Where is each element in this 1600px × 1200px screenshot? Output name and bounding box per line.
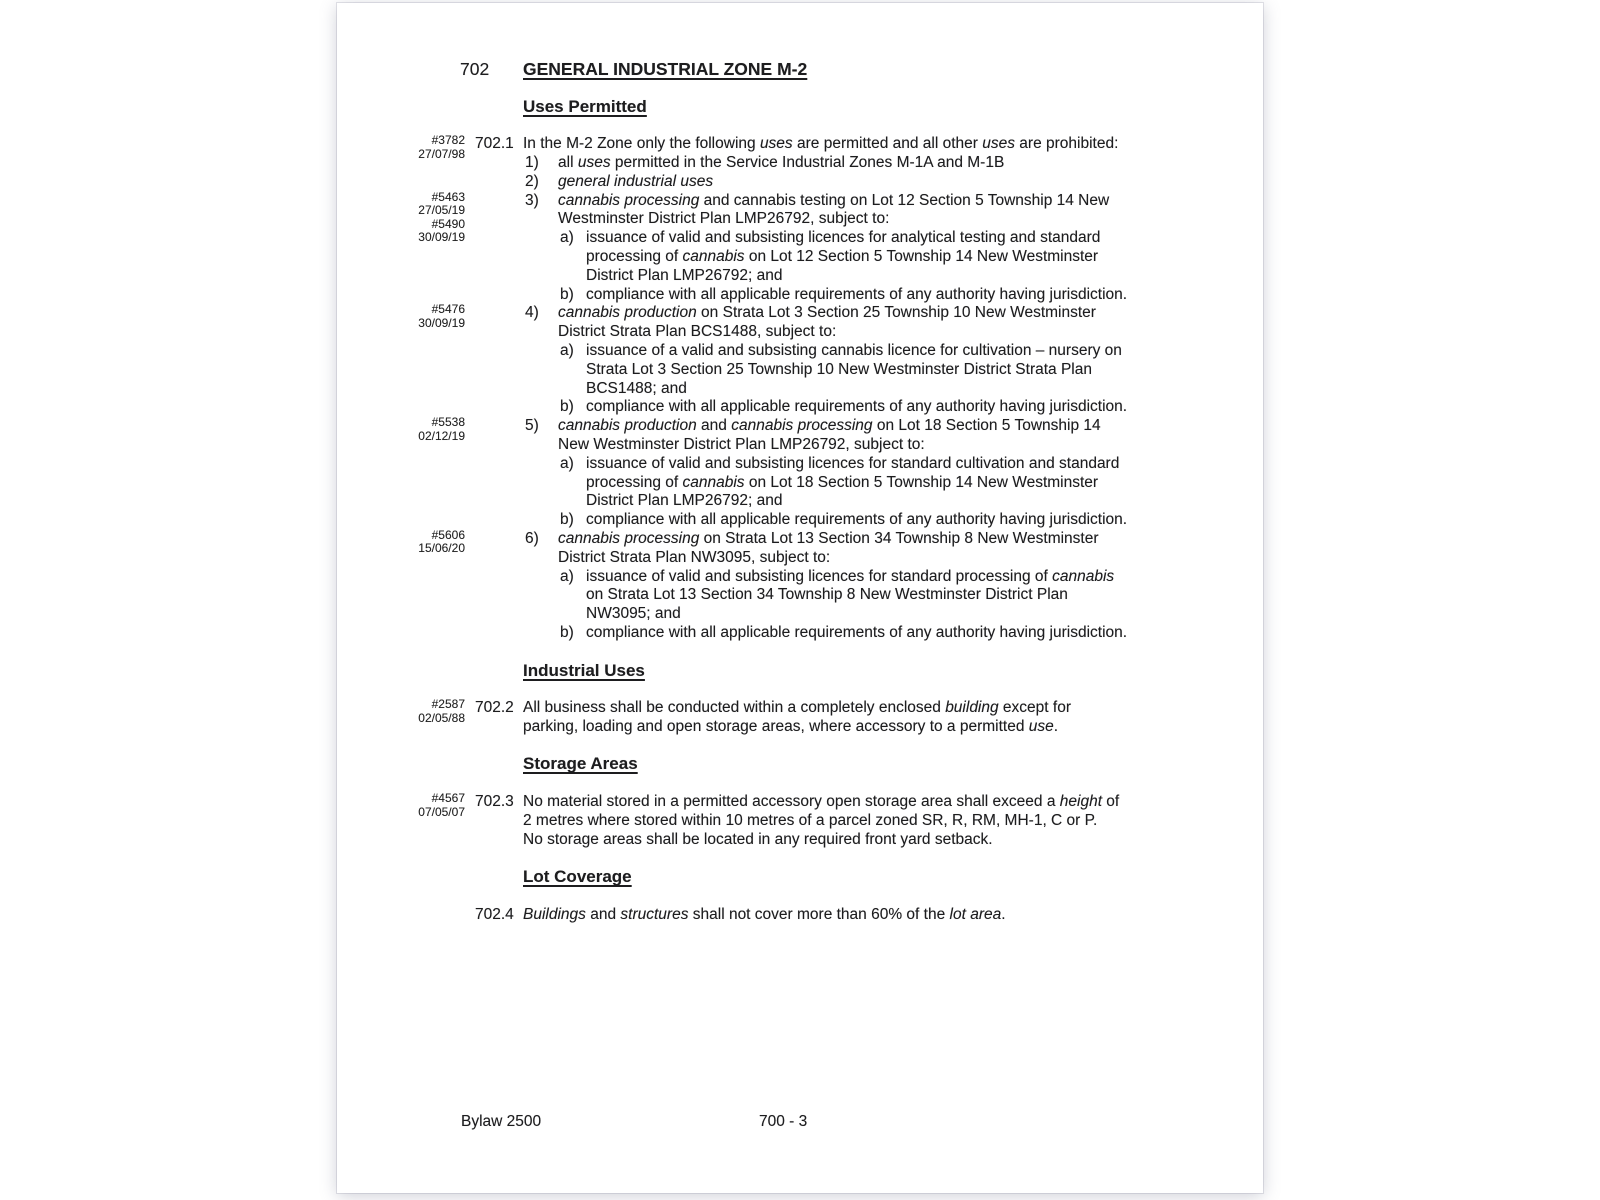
text-line xyxy=(337,511,1263,530)
section-number: 702.3 xyxy=(475,793,514,811)
text-segment: District Plan LMP26792; and xyxy=(586,266,783,284)
amendment-note-line: 07/05/07 xyxy=(418,804,465,819)
text-segment: processing of xyxy=(586,473,683,491)
list-marker: 6) xyxy=(525,529,539,547)
list-marker: b) xyxy=(560,623,574,641)
text-segment: compliance with all applicable requirements of any authority having jurisdiction. xyxy=(586,285,1128,303)
text-line xyxy=(337,267,1263,286)
italic-term: height xyxy=(1059,793,1102,811)
list-item xyxy=(337,304,1263,342)
text-line xyxy=(337,248,1263,267)
zone-number: 702 xyxy=(460,59,490,79)
text-line xyxy=(337,323,1263,342)
amendment-note-line: #3782 xyxy=(431,133,465,148)
italic-term: Buildings xyxy=(523,905,586,923)
text-line xyxy=(337,173,1263,192)
section-heading xyxy=(337,868,1263,887)
list-marker: 3) xyxy=(525,191,539,209)
text-segment: all xyxy=(558,153,578,171)
text-segment: Strata Lot 3 Section 25 Township 10 New Westminster District Strata Plan xyxy=(586,360,1092,378)
amendment-note-line: 02/12/19 xyxy=(418,428,465,443)
list-marker: b) xyxy=(560,398,574,416)
amendment-note-line: #5476 xyxy=(431,302,465,317)
italic-term: structures xyxy=(620,905,689,923)
text-line xyxy=(337,229,1263,248)
text-segment: compliance with all applicable requirements of any authority having jurisdiction. xyxy=(586,511,1128,529)
text-segment: except for xyxy=(998,699,1071,717)
italic-term: use xyxy=(1028,717,1054,735)
amendment-note-line: #5490 xyxy=(431,216,465,231)
section-number: 702.2 xyxy=(475,699,514,717)
italic-term: cannabis xyxy=(1052,567,1115,585)
list-marker: 4) xyxy=(525,304,539,322)
text-segment: parking, loading and open storage areas, where accessory to a permitted xyxy=(523,717,1029,735)
sub-item xyxy=(337,455,1263,511)
heading-line xyxy=(337,98,1263,117)
section-number: 702.1 xyxy=(475,135,514,153)
text-line xyxy=(337,831,1263,850)
text-segment: permitted in the Service Industrial Zones M-1A and M-1B xyxy=(610,153,1005,171)
list-item xyxy=(337,527,1263,568)
amendment-note-line: 02/05/88 xyxy=(418,710,465,725)
italic-term: building xyxy=(945,699,999,717)
list-marker: b) xyxy=(560,511,574,529)
amendment-note-line: #5463 xyxy=(431,189,465,204)
text-segment: processing of xyxy=(586,247,683,265)
clause xyxy=(337,133,1263,161)
text-line xyxy=(337,189,1263,211)
heading-line xyxy=(337,755,1263,774)
sub-item xyxy=(337,229,1263,285)
list-marker: 5) xyxy=(525,417,539,435)
list-marker: b) xyxy=(560,285,574,303)
text-segment: on Lot 18 Section 5 Township 14 New Westminster xyxy=(744,473,1099,491)
text-line xyxy=(337,436,1263,455)
italic-term: uses xyxy=(982,135,1015,153)
text-segment: on Lot 18 Section 5 Township 14 xyxy=(872,417,1101,435)
text-segment: issuance of valid and subsisting licences for standard cultivation and standard xyxy=(586,454,1120,472)
italic-term: cannabis production xyxy=(558,304,697,322)
text-segment: are prohibited: xyxy=(1015,135,1119,153)
sub-item xyxy=(337,568,1263,624)
clause xyxy=(337,793,1263,849)
list-marker: a) xyxy=(560,341,574,359)
text-segment: NW3095; and xyxy=(586,605,681,623)
list-marker: 2) xyxy=(525,172,539,190)
sub-item xyxy=(337,398,1263,417)
text-segment: . xyxy=(1001,905,1006,923)
text-segment: No material stored in a permitted accessory open storage area shall exceed a xyxy=(523,793,1060,811)
text-line xyxy=(337,417,1263,436)
text-line xyxy=(337,474,1263,493)
text-segment: issuance of valid and subsisting licences for analytical testing and standard xyxy=(586,229,1101,247)
text-line xyxy=(337,718,1263,737)
text-segment: of xyxy=(1102,793,1120,811)
text-line xyxy=(337,527,1263,549)
amendment-note-line: #5538 xyxy=(431,415,465,430)
italic-term: lot area xyxy=(949,905,1002,923)
text-segment: and xyxy=(696,417,732,435)
section-heading xyxy=(337,98,1263,117)
text-segment: In the M-2 Zone only the following xyxy=(523,135,760,153)
sub-item xyxy=(337,624,1263,643)
italic-term: cannabis processing xyxy=(731,417,873,435)
amendment-note-line: 27/05/19 xyxy=(418,203,465,218)
text-segment: are permitted and all other xyxy=(792,135,983,153)
sub-item xyxy=(337,342,1263,398)
amendment-note-line: 15/06/20 xyxy=(418,541,465,556)
text-segment: 2 metres where stored within 10 metres of a parcel zoned SR, R, RM, MH-1, C or P. xyxy=(523,811,1098,829)
list-marker: a) xyxy=(560,454,574,472)
italic-term: cannabis production xyxy=(558,417,697,435)
amendment-note-line: 27/07/98 xyxy=(418,146,465,161)
clause xyxy=(337,906,1263,925)
text-segment: compliance with all applicable requirements of any authority having jurisdiction. xyxy=(586,623,1128,641)
italic-term: cannabis processing xyxy=(558,191,700,209)
heading-text: Uses Permitted xyxy=(523,96,647,116)
text-segment: BCS1488; and xyxy=(586,379,687,397)
text-line xyxy=(337,342,1263,361)
heading-line xyxy=(337,868,1263,887)
italic-term: cannabis xyxy=(682,247,745,265)
italic-term: cannabis processing xyxy=(558,529,700,547)
text-line xyxy=(337,286,1263,305)
heading-text: Storage Areas xyxy=(523,754,638,774)
text-segment: shall not cover more than 60% of the xyxy=(688,905,950,923)
heading-text: Industrial Uses xyxy=(523,660,645,680)
list-marker: a) xyxy=(560,229,574,247)
text-segment: and xyxy=(585,905,621,923)
text-segment: New Westminster District Plan LMP26792, subject to: xyxy=(558,435,925,453)
text-segment: on Lot 12 Section 5 Township 14 New Westminster xyxy=(744,247,1099,265)
amendment-note xyxy=(337,792,465,819)
heading-text: GENERAL INDUSTRIAL ZONE M-2 xyxy=(523,59,808,79)
amendment-note xyxy=(337,303,465,330)
clause xyxy=(337,699,1263,737)
text-segment: on Strata Lot 13 Section 34 Township 8 New Westminster xyxy=(699,529,1099,547)
text-segment: compliance with all applicable requirements of any authority having jurisdiction. xyxy=(586,398,1128,416)
amendment-note xyxy=(337,416,465,443)
text-segment: and cannabis testing on Lot 12 Section 5 Township 14 New xyxy=(699,191,1110,209)
amendment-note-line: #2587 xyxy=(431,697,465,712)
italic-term: uses xyxy=(759,135,793,153)
text-line xyxy=(337,380,1263,399)
list-item xyxy=(337,417,1263,455)
footer-page-number: 700 - 3 xyxy=(759,1113,808,1130)
text-segment: issuance of valid and subsisting licences for standard processing of xyxy=(586,567,1053,585)
text-segment: No storage areas shall be located in any required front yard setback. xyxy=(523,830,993,848)
sub-item xyxy=(337,286,1263,305)
italic-term: uses xyxy=(577,153,611,171)
text-line xyxy=(337,210,1263,229)
amendment-note xyxy=(337,698,465,725)
text-segment: District Strata Plan BCS1488, subject to: xyxy=(558,323,837,341)
list-item xyxy=(337,154,1263,173)
list-item xyxy=(337,173,1263,192)
italic-term: cannabis xyxy=(682,473,745,491)
text-line xyxy=(337,812,1263,831)
text-line xyxy=(337,624,1263,643)
amendment-note-line: 30/09/19 xyxy=(418,315,465,330)
footer-bylaw-label: Bylaw 2500 xyxy=(461,1113,542,1130)
text-segment: All business shall be conducted within a completely enclosed xyxy=(523,699,946,717)
text-segment: on Strata Lot 3 Section 25 Township 10 New Westminster xyxy=(696,304,1096,322)
list-marker: a) xyxy=(560,567,574,585)
amendment-note-line: 30/09/19 xyxy=(418,230,465,245)
section-number: 702.4 xyxy=(475,905,514,923)
text-line xyxy=(337,304,1263,323)
heading-text: Lot Coverage xyxy=(523,867,632,887)
text-line xyxy=(337,586,1263,605)
text-segment: District Plan LMP26792; and xyxy=(586,492,783,510)
document-page xyxy=(337,3,1263,1193)
italic-term: general industrial uses xyxy=(558,172,714,190)
text-line xyxy=(337,361,1263,380)
amendment-note-line: #5606 xyxy=(431,527,465,542)
text-line xyxy=(337,568,1263,587)
text-line xyxy=(337,492,1263,511)
text-segment: on Strata Lot 13 Section 34 Township 8 New Westminster District Plan xyxy=(586,586,1068,604)
amendment-note-line: #4567 xyxy=(431,791,465,806)
section-heading xyxy=(337,662,1263,681)
section-heading xyxy=(337,755,1263,774)
list-marker: 1) xyxy=(525,153,539,171)
text-line xyxy=(337,398,1263,417)
sub-item xyxy=(337,511,1263,530)
amendment-note xyxy=(337,529,465,556)
text-line xyxy=(337,154,1263,173)
text-segment: . xyxy=(1053,717,1059,735)
zone-title xyxy=(337,60,1263,79)
text-line xyxy=(337,455,1263,474)
text-line xyxy=(337,549,1263,568)
text-segment: District Strata Plan NW3095, subject to: xyxy=(558,548,831,566)
document-content xyxy=(337,3,1263,925)
heading-line xyxy=(337,662,1263,681)
text-segment: Westminster District Plan LMP26792, subject to: xyxy=(558,210,890,228)
text-line xyxy=(337,605,1263,624)
text-segment: issuance of a valid and subsisting cannabis licence for cultivation – nursery on xyxy=(586,341,1122,359)
